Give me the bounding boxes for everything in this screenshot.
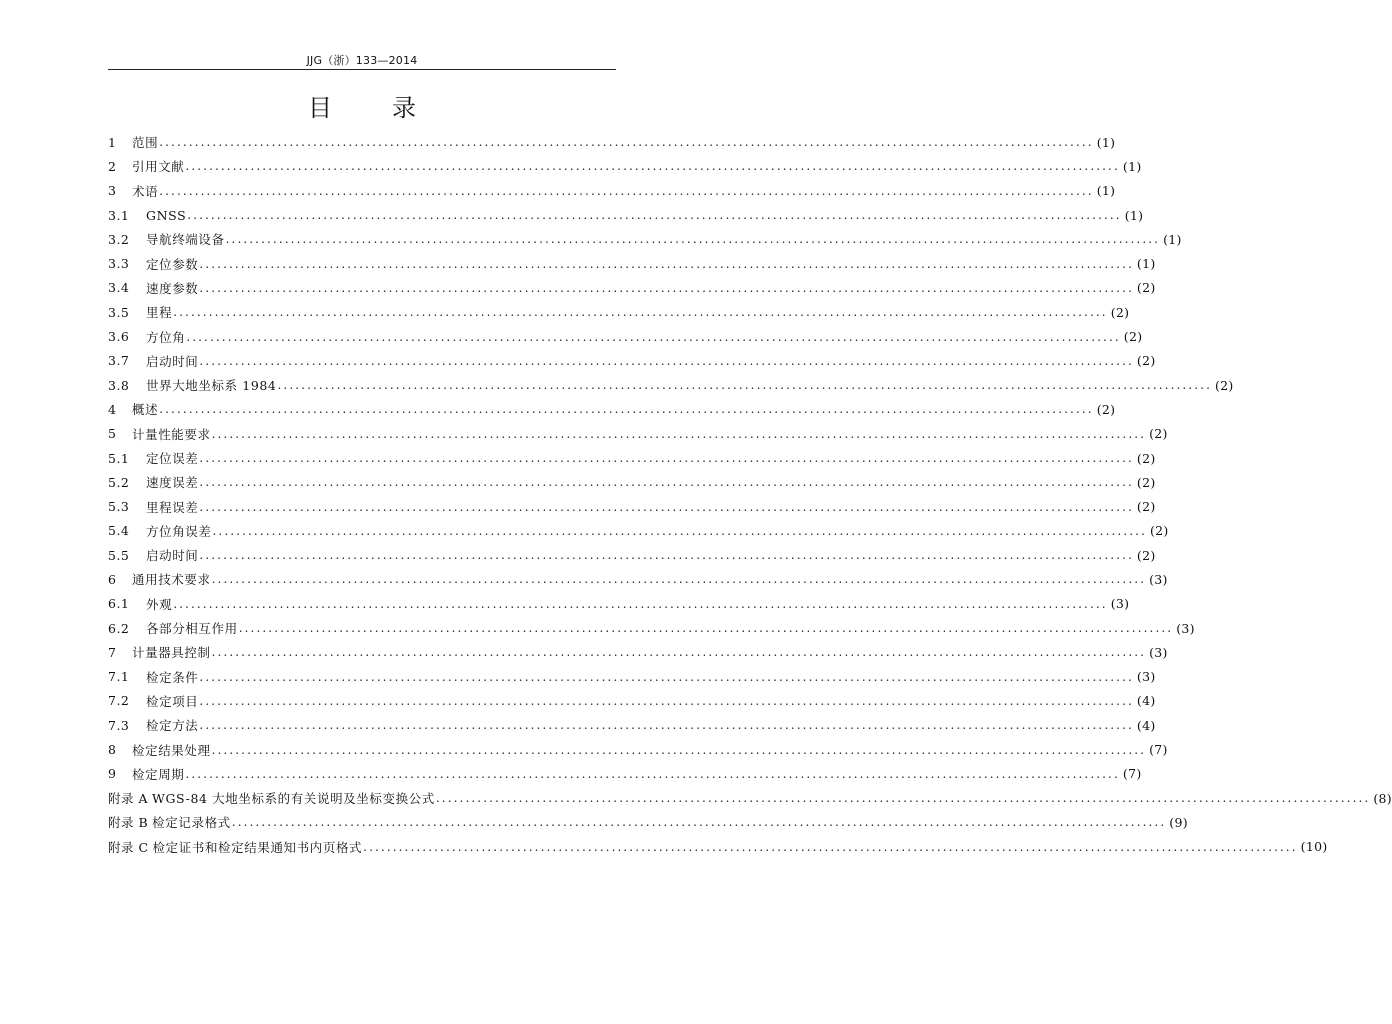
- toc-dot-leader: ..............................................................................................................................................................: [435, 791, 1371, 806]
- toc-entry-page: (1): [1136, 256, 1156, 272]
- running-header: JJG（浙）133—2014: [306, 54, 418, 67]
- toc-entry[interactable]: [108, 422, 1168, 446]
- toc-entry-label: 方位角: [146, 329, 186, 345]
- toc-dot-leader: ..............................................................................................................................................................: [211, 426, 1147, 441]
- toc-entry-number: 附录 A: [108, 791, 149, 807]
- toc-entry-label: 术语: [132, 183, 159, 199]
- toc-entry-label: 计量性能要求: [132, 426, 211, 442]
- toc-entry-page: (7): [1149, 742, 1168, 758]
- toc-entry[interactable]: [108, 810, 1188, 834]
- toc-entry-label: 里程误差: [146, 499, 199, 515]
- toc-entry[interactable]: [108, 470, 1156, 494]
- toc-dot-leader: ..............................................................................................................................................................: [159, 135, 1094, 150]
- toc-dot-leader: ..............................................................................................................................................................: [199, 693, 1134, 708]
- toc-entry[interactable]: [108, 203, 1144, 227]
- toc-entry-number: 5.5: [108, 547, 130, 563]
- toc-dot-leader: ..............................................................................................................................................................: [238, 621, 1174, 636]
- toc-entry-label: 定位误差: [146, 451, 199, 466]
- toc-entry[interactable]: [108, 373, 1234, 397]
- toc-entry-label: 定位参数: [146, 256, 199, 272]
- toc-entry-number: 3.2: [108, 231, 130, 247]
- toc-entry-label: 启动时间: [146, 353, 199, 369]
- toc-entry-page: (2): [1150, 523, 1169, 539]
- toc-entry-page: (1): [1163, 231, 1182, 247]
- toc-entry-page: (2): [1136, 474, 1156, 490]
- toc-dot-leader: ..............................................................................................................................................................: [185, 159, 1120, 174]
- toc-entry-page: (3): [1149, 644, 1168, 660]
- toc-entry[interactable]: [108, 154, 1142, 178]
- toc-entry-label: 计量器具控制: [132, 645, 211, 661]
- toc-dot-leader: ..............................................................................................................................................................: [199, 669, 1134, 684]
- toc-entry-page: (2): [1214, 377, 1234, 393]
- toc-entry-number: 3.8: [108, 377, 130, 393]
- toc-entry[interactable]: [108, 446, 1156, 470]
- toc-entry-label: 通用技术要求: [132, 572, 211, 588]
- toc-entry-label: 启动时间: [146, 548, 199, 564]
- toc-dot-leader: ..............................................................................................................................................................: [199, 475, 1134, 490]
- toc-entry-number: 5.4: [108, 523, 130, 539]
- toc-entry-number: 7.2: [108, 693, 130, 709]
- toc-entry-number: 7.1: [108, 669, 130, 685]
- toc-entry-label: 检定结果处理: [132, 742, 211, 758]
- toc-dot-leader: ..............................................................................................................................................................: [212, 523, 1147, 538]
- toc-entry-label: GNSS: [146, 207, 187, 223]
- toc-entry-label: 检定条件: [146, 669, 199, 685]
- toc-dot-leader: ..............................................................................................................................................................: [199, 256, 1134, 271]
- toc-entry[interactable]: [108, 349, 1156, 373]
- toc-entry[interactable]: [108, 494, 1156, 518]
- toc-dot-leader: ..............................................................................................................................................................: [185, 766, 1120, 781]
- toc-entry-label: WGS-84 大地坐标系的有关说明及坐标变换公式: [152, 791, 435, 807]
- toc-dot-leader: ..............................................................................................................................................................: [199, 451, 1134, 465]
- toc-entry[interactable]: [108, 713, 1156, 737]
- toc-dot-leader: ..............................................................................................................................................................: [231, 815, 1167, 830]
- toc-entry-label: 里程: [146, 305, 173, 321]
- toc-entry[interactable]: [108, 689, 1156, 713]
- toc-entry[interactable]: [108, 786, 1392, 810]
- toc-entry-page: (2): [1136, 450, 1156, 466]
- toc-entry-label: 检定项目: [146, 693, 199, 709]
- toc-dot-leader: ..............................................................................................................................................................: [186, 329, 1121, 344]
- toc-dot-leader: ..............................................................................................................................................................: [211, 572, 1147, 587]
- toc-entry-number: 4: [108, 401, 117, 417]
- toc-entry[interactable]: [108, 251, 1156, 275]
- toc-entry-number: 7.3: [108, 717, 130, 733]
- toc-dot-leader: ..............................................................................................................................................................: [363, 839, 1298, 854]
- toc-dot-leader: ..............................................................................................................................................................: [225, 232, 1161, 247]
- toc-dot-leader: ..............................................................................................................................................................: [173, 596, 1108, 611]
- toc-entry-page: (2): [1136, 353, 1156, 369]
- toc-entry[interactable]: [108, 737, 1168, 761]
- toc-entry-page: (3): [1149, 571, 1168, 587]
- toc-entry-number: 5.1: [108, 450, 130, 466]
- toc-entry-page: (7): [1122, 766, 1142, 782]
- toc-entry-page: (3): [1110, 596, 1130, 612]
- toc-entry-number: 3.4: [108, 280, 130, 296]
- toc-entry-page: (2): [1136, 280, 1156, 296]
- toc-entry-number: 2: [108, 158, 117, 174]
- toc-entry-page: (2): [1136, 547, 1156, 563]
- toc-entry-number: 附录 C: [108, 839, 149, 855]
- toc-entry-label: 各部分相互作用: [146, 621, 238, 637]
- toc-entry-label: 速度误差: [146, 475, 199, 491]
- toc-entry-page: (4): [1136, 717, 1156, 733]
- toc-entry-page: (9): [1169, 814, 1188, 830]
- toc-entry-page: (10): [1300, 839, 1328, 855]
- toc-entry-number: 6.2: [108, 620, 130, 636]
- toc-entry-label: 检定证书和检定结果通知书内页格式: [152, 839, 363, 855]
- toc-entry[interactable]: [108, 592, 1130, 616]
- toc-entry-label: 引用文献: [132, 159, 185, 175]
- toc-entry[interactable]: [108, 324, 1143, 348]
- toc-entry-number: 8: [108, 742, 117, 758]
- toc-entry-number: 3: [108, 183, 117, 199]
- toc-entry[interactable]: [108, 130, 1116, 154]
- toc-entry-page: (1): [1096, 183, 1116, 199]
- toc-entry[interactable]: [108, 567, 1168, 591]
- toc-dot-leader: ..............................................................................................................................................................: [199, 718, 1134, 733]
- toc-entry-page: (2): [1136, 499, 1156, 515]
- toc-entry-label: 概述: [132, 402, 159, 418]
- toc-entry[interactable]: [108, 762, 1142, 786]
- toc-entry[interactable]: [108, 397, 1116, 421]
- toc-entry-number: 3.5: [108, 304, 130, 320]
- toc-entry[interactable]: [108, 519, 1169, 543]
- toc-dot-leader: ..............................................................................................................................................................: [277, 378, 1212, 393]
- toc-entry[interactable]: [108, 640, 1168, 664]
- toc-entry-number: 5.3: [108, 499, 130, 515]
- toc-entry-page: (2): [1096, 401, 1116, 417]
- toc-entry-page: (4): [1136, 693, 1156, 709]
- toc-entry-page: (2): [1149, 426, 1168, 442]
- toc-entry-number: 附录 B: [108, 815, 149, 831]
- page-title: 目 录: [308, 94, 434, 122]
- toc-entry-label: 导航终端设备: [146, 232, 225, 248]
- toc-entry-page: (2): [1110, 304, 1130, 320]
- toc-entry[interactable]: [108, 227, 1182, 251]
- toc-entry-page: (3): [1176, 620, 1195, 636]
- toc-dot-leader: ..............................................................................................................................................................: [211, 645, 1147, 660]
- toc-dot-leader: ..............................................................................................................................................................: [199, 280, 1134, 295]
- toc-entry-label: 检定记录格式: [152, 815, 231, 831]
- toc-entry-label: 世界大地坐标系 1984: [146, 378, 277, 394]
- toc-dot-leader: ..............................................................................................................................................................: [173, 305, 1108, 320]
- toc-entry-label: 范围: [132, 135, 159, 151]
- toc-dot-leader: ..............................................................................................................................................................: [187, 208, 1122, 223]
- toc-entry-label: 外观: [146, 596, 173, 612]
- toc-dot-leader: ..............................................................................................................................................................: [211, 742, 1147, 757]
- toc-entry-number: 3.6: [108, 329, 130, 345]
- toc-entry-number: 6.1: [108, 596, 130, 612]
- toc-dot-leader: ..............................................................................................................................................................: [159, 402, 1094, 417]
- toc-entry-number: 3.3: [108, 256, 130, 272]
- toc-dot-leader: ..............................................................................................................................................................: [199, 548, 1134, 563]
- toc-entry-label: 方位角误差: [146, 523, 212, 539]
- toc-entry-number: 9: [108, 766, 117, 782]
- toc-entry[interactable]: [108, 616, 1195, 640]
- toc-entry-number: 7: [108, 644, 117, 660]
- header-rule: [108, 69, 616, 70]
- toc-entry-label: 检定方法: [146, 718, 199, 734]
- toc-entry-number: 3.1: [108, 207, 130, 223]
- toc-dot-leader: ..............................................................................................................................................................: [159, 183, 1094, 198]
- toc-entry-label: 速度参数: [146, 280, 199, 296]
- toc-entry-page: (2): [1123, 329, 1143, 345]
- toc-dot-leader: ..............................................................................................................................................................: [199, 499, 1134, 514]
- toc-entry-page: (1): [1096, 134, 1116, 150]
- toc-entry-number: 5.2: [108, 474, 130, 490]
- toc-entry-page: (8): [1373, 790, 1392, 806]
- toc-entry-number: 3.7: [108, 353, 130, 369]
- table-of-contents: [108, 130, 1392, 859]
- toc-entry[interactable]: [108, 665, 1156, 689]
- toc-entry-page: (3): [1136, 669, 1156, 685]
- toc-dot-leader: ..............................................................................................................................................................: [199, 353, 1134, 368]
- toc-entry-number: 1: [108, 134, 117, 150]
- toc-entry-label: 检定周期: [132, 766, 185, 782]
- toc-entry[interactable]: [108, 276, 1156, 300]
- toc-entry[interactable]: [108, 179, 1116, 203]
- toc-entry-number: 5: [108, 426, 117, 442]
- toc-entry-page: (1): [1124, 207, 1144, 223]
- toc-entry-number: 6: [108, 571, 117, 587]
- toc-entry-page: (1): [1122, 158, 1142, 174]
- toc-entry[interactable]: [108, 835, 1328, 859]
- toc-entry[interactable]: [108, 543, 1156, 567]
- toc-entry[interactable]: [108, 300, 1130, 324]
